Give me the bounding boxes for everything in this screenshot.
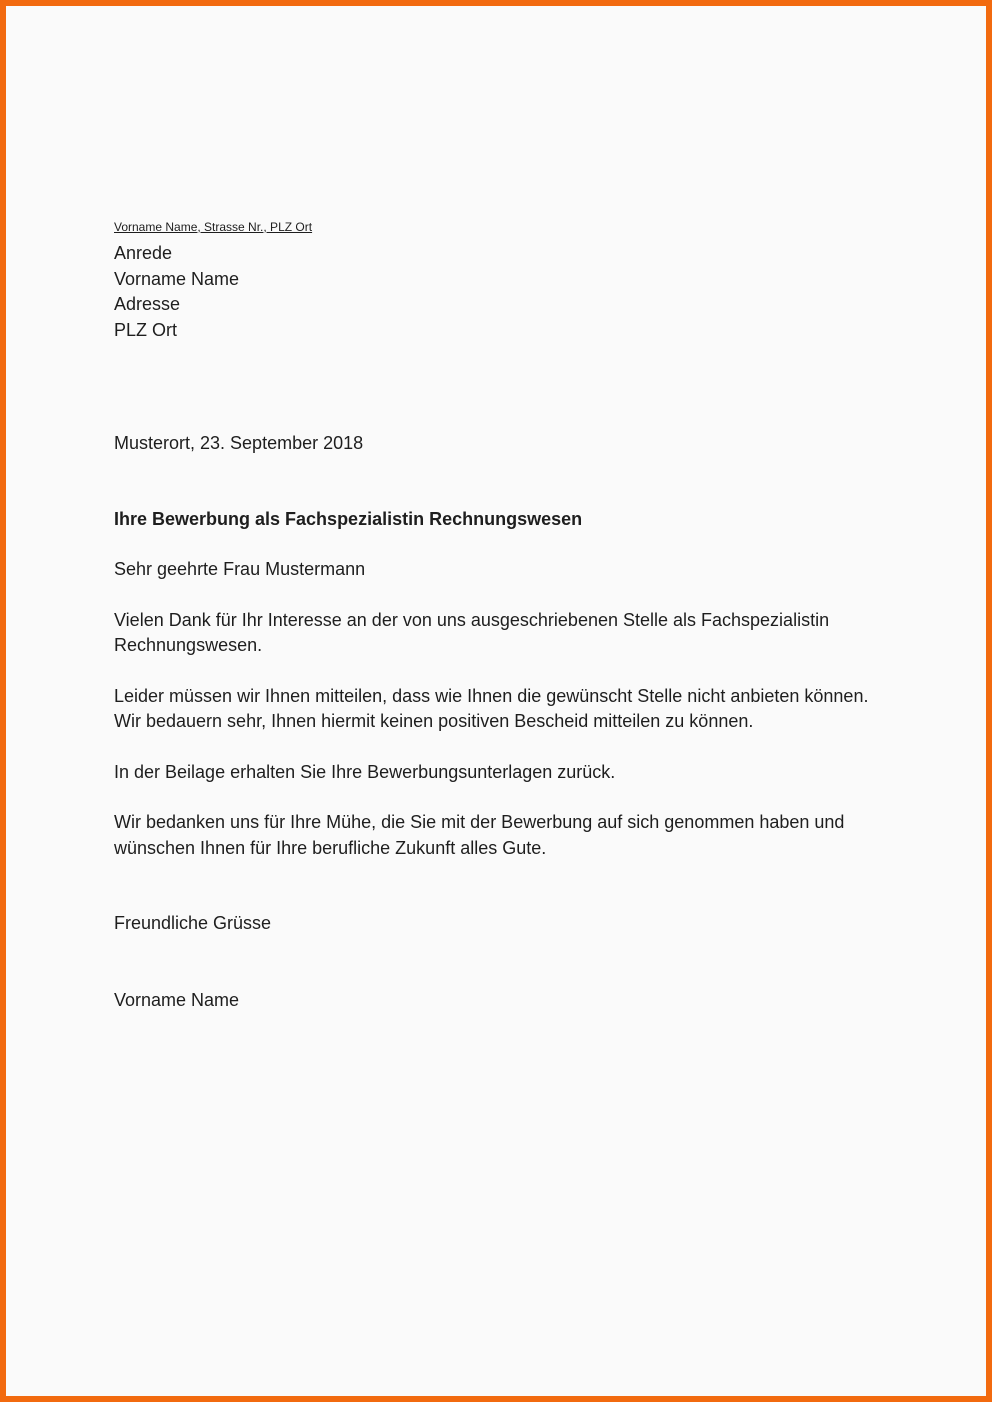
body-paragraph-wishes <box>114 810 904 861</box>
body-paragraph-thanks <box>114 608 904 659</box>
paragraph-line: Leider müssen wir Ihnen mitteilen, dass wie Ihnen die gewünscht Stelle nicht anbieten können. <box>114 685 869 706</box>
recipient-postal-city: PLZ Ort <box>114 319 178 340</box>
letter-salutation: Sehr geehrte Frau Mustermann <box>114 559 366 579</box>
letter-body <box>114 219 904 1013</box>
paragraph-line: Rechnungswesen. <box>114 635 263 655</box>
paragraph-line: Wir bedanken uns für Ihre Mühe, die Sie mit der Bewerbung auf sich genommen haben und <box>114 812 845 832</box>
recipient-address: Adresse <box>114 294 181 314</box>
recipient-salutation-title: Anrede <box>114 243 173 263</box>
letter-subject: Ihre Bewerbung als Fachspezialistin Rechnungswesen <box>114 508 583 529</box>
paragraph-line: wünschen Ihnen für Ihre berufliche Zukunft alles Gute. <box>114 837 547 858</box>
body-paragraph-enclosure <box>114 760 904 786</box>
paragraph-line: Vielen Dank für Ihr Interesse an der von uns ausgeschriebenen Stelle als Fachspezialistin <box>114 609 830 630</box>
paragraph-line: In der Beilage erhalten Sie Ihre Bewerbungsunterlagen zurück. <box>114 761 616 782</box>
letter-closing: Freundliche Grüsse <box>114 913 272 933</box>
letter-signature: Vorname Name <box>114 989 240 1010</box>
recipient-address-block <box>114 241 904 343</box>
recipient-name: Vorname Name <box>114 268 240 289</box>
sender-address-line: Vorname Name, Strasse Nr., PLZ Ort <box>114 220 313 234</box>
body-paragraph-rejection <box>114 684 904 735</box>
letter-date: Musterort, 23. September 2018 <box>114 433 364 453</box>
paragraph-line: Wir bedauern sehr, Ihnen hiermit keinen positiven Bescheid mitteilen zu können. <box>114 711 754 731</box>
